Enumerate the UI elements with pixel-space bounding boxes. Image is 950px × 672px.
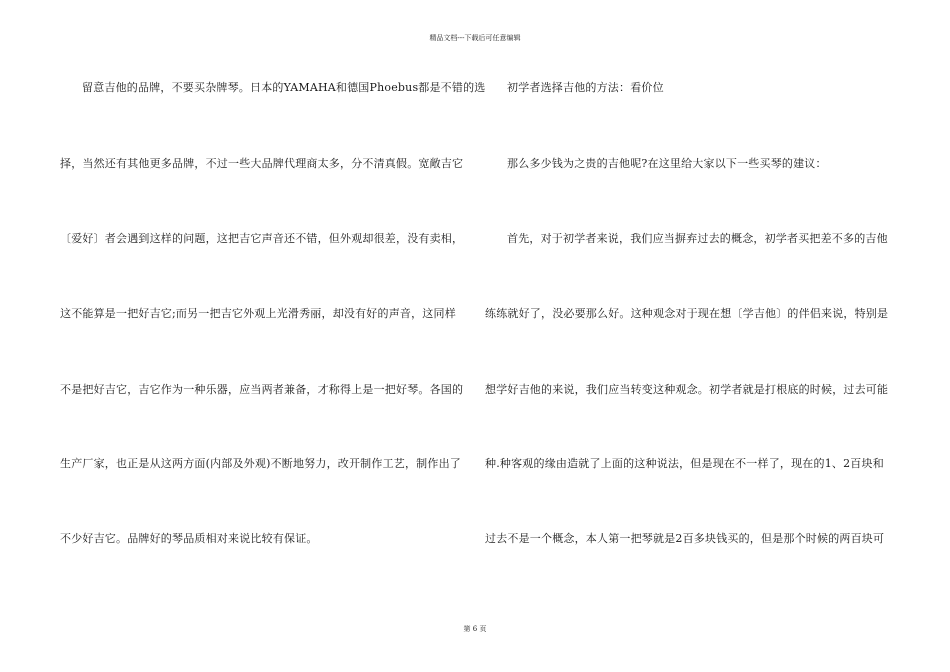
text-line: 择，当然还有其他更多品牌，不过一些大品牌代理商太多，分不清真假。宽敞吉它 [60,157,464,170]
page-header: 精品文档---下载后可任意编辑 [429,34,521,42]
text-line: 这不能算是一把好吉它;而另一把吉它外观上光滑秀丽，却没有好的声音，这同样 [60,307,456,320]
text-line: 不少好吉它。品牌好的琴品质相对来说比较有保证。 [60,532,318,545]
text-line: 生产厂家，也正是从这两方面(内部及外观)不断地努力，改开制作工艺，制作出了 [60,457,461,470]
text-line: 初学者选择吉他的方法：看价位 [507,81,664,94]
text-line: 不是把好吉它，吉它作为一种乐器，应当两者兼备，才称得上是一把好琴。各国的 [60,383,464,396]
text-line: 练练就好了，没必要那么好。这种观念对于现在想〔学吉他〕的伴侣来说，特别是 [485,307,889,320]
text-line: 首先，对于初学者来说，我们应当摒弃过去的概念，初学者买把差不多的吉他 [507,232,888,245]
text-line: 那么多少钱为之贵的吉他呢?在这里给大家以下一些买琴的建议： [507,157,827,170]
text-line: 想学好吉他的来说，我们应当转变这种观念。初学者就是打根底的时候，过去可能 [485,383,889,396]
text-line: 过去不是一个概念，本人第一把琴就是2百多块钱买的，但是那个时候的两百块可 [485,532,885,545]
text-line: 种.种客观的缘由造就了上面的这种说法，但是现在不一样了，现在的1、2百块和 [485,457,884,470]
text-line: 〔爱好〕者会遇到这样的问题，这把吉它声音还不错，但外观却很差，没有卖相， [60,232,464,245]
page-number: 第 6 页 [463,625,487,633]
text-line: 留意吉他的品牌，不要买杂牌琴。日本的YAMAHA和德国Phoebus都是不错的选 [82,81,486,94]
